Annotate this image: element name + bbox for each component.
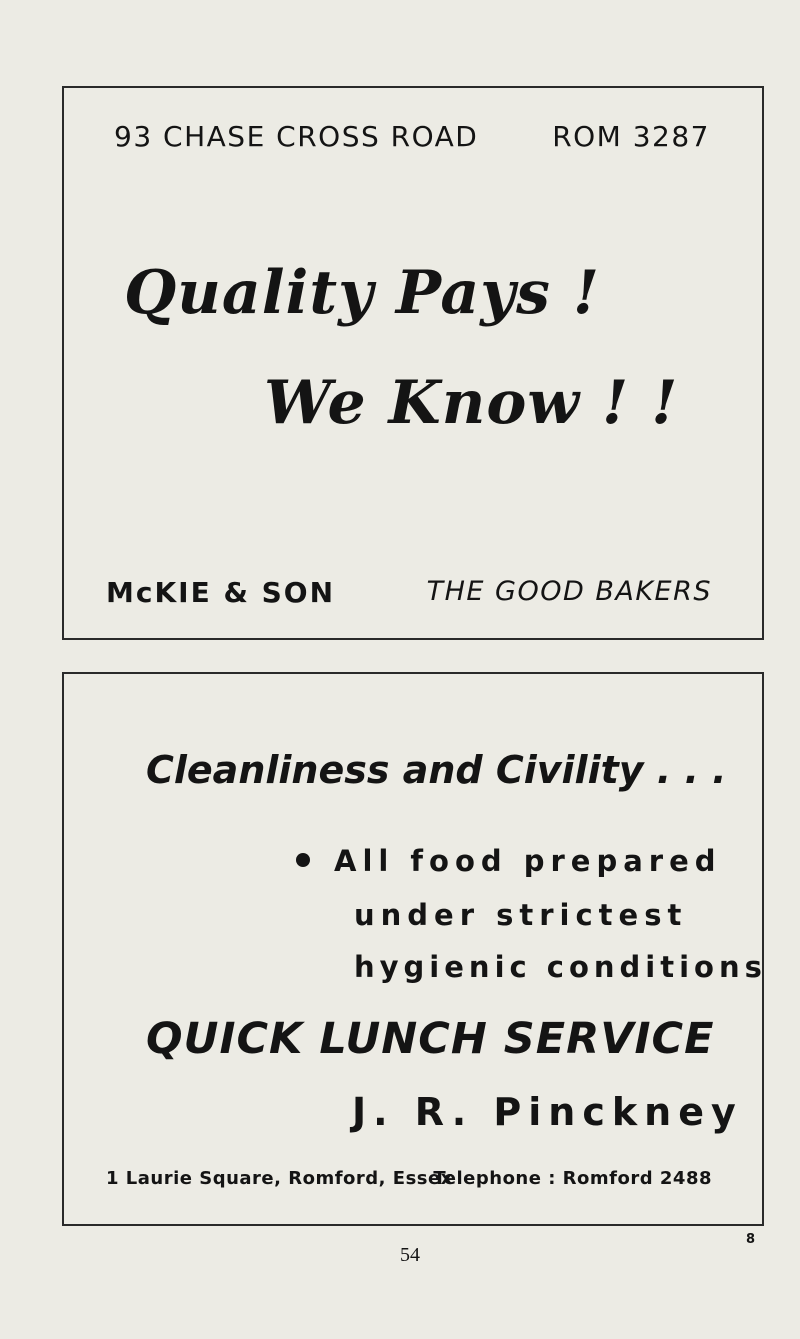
ad1-business-name: McKIE & SON	[106, 576, 336, 609]
slogan-line-1: Quality Pays !	[124, 258, 601, 328]
mckie-advertisement	[62, 86, 764, 640]
ad2-service: QUICK LUNCH SERVICE	[146, 1014, 715, 1064]
bullet-icon	[296, 853, 310, 867]
ad2-telephone: Telephone : Romford 2488	[433, 1168, 712, 1189]
bullet-line-1	[296, 844, 722, 878]
bullet-line-3: hygienic conditions	[354, 950, 767, 984]
ad1-address: 93 CHASE CROSS ROAD	[114, 120, 479, 153]
page-number: 54	[400, 1244, 420, 1266]
signature-mark: 8	[746, 1232, 756, 1247]
ad1-tagline: THE GOOD BAKERS	[426, 576, 712, 607]
ad2-proprietor-name: J. R. Pinckney	[352, 1090, 743, 1134]
bullet-line-2: under strictest	[354, 898, 688, 932]
ad2-headline: Cleanliness and Civility . . .	[146, 748, 727, 792]
ad2-address: 1 Laurie Square, Romford, Essex	[106, 1168, 453, 1189]
slogan-line-2: We Know ! !	[264, 368, 679, 438]
ad1-phone: ROM 3287	[552, 120, 710, 153]
pinckney-advertisement	[62, 672, 767, 1226]
bullet-text-1: All food prepared	[334, 844, 722, 878]
